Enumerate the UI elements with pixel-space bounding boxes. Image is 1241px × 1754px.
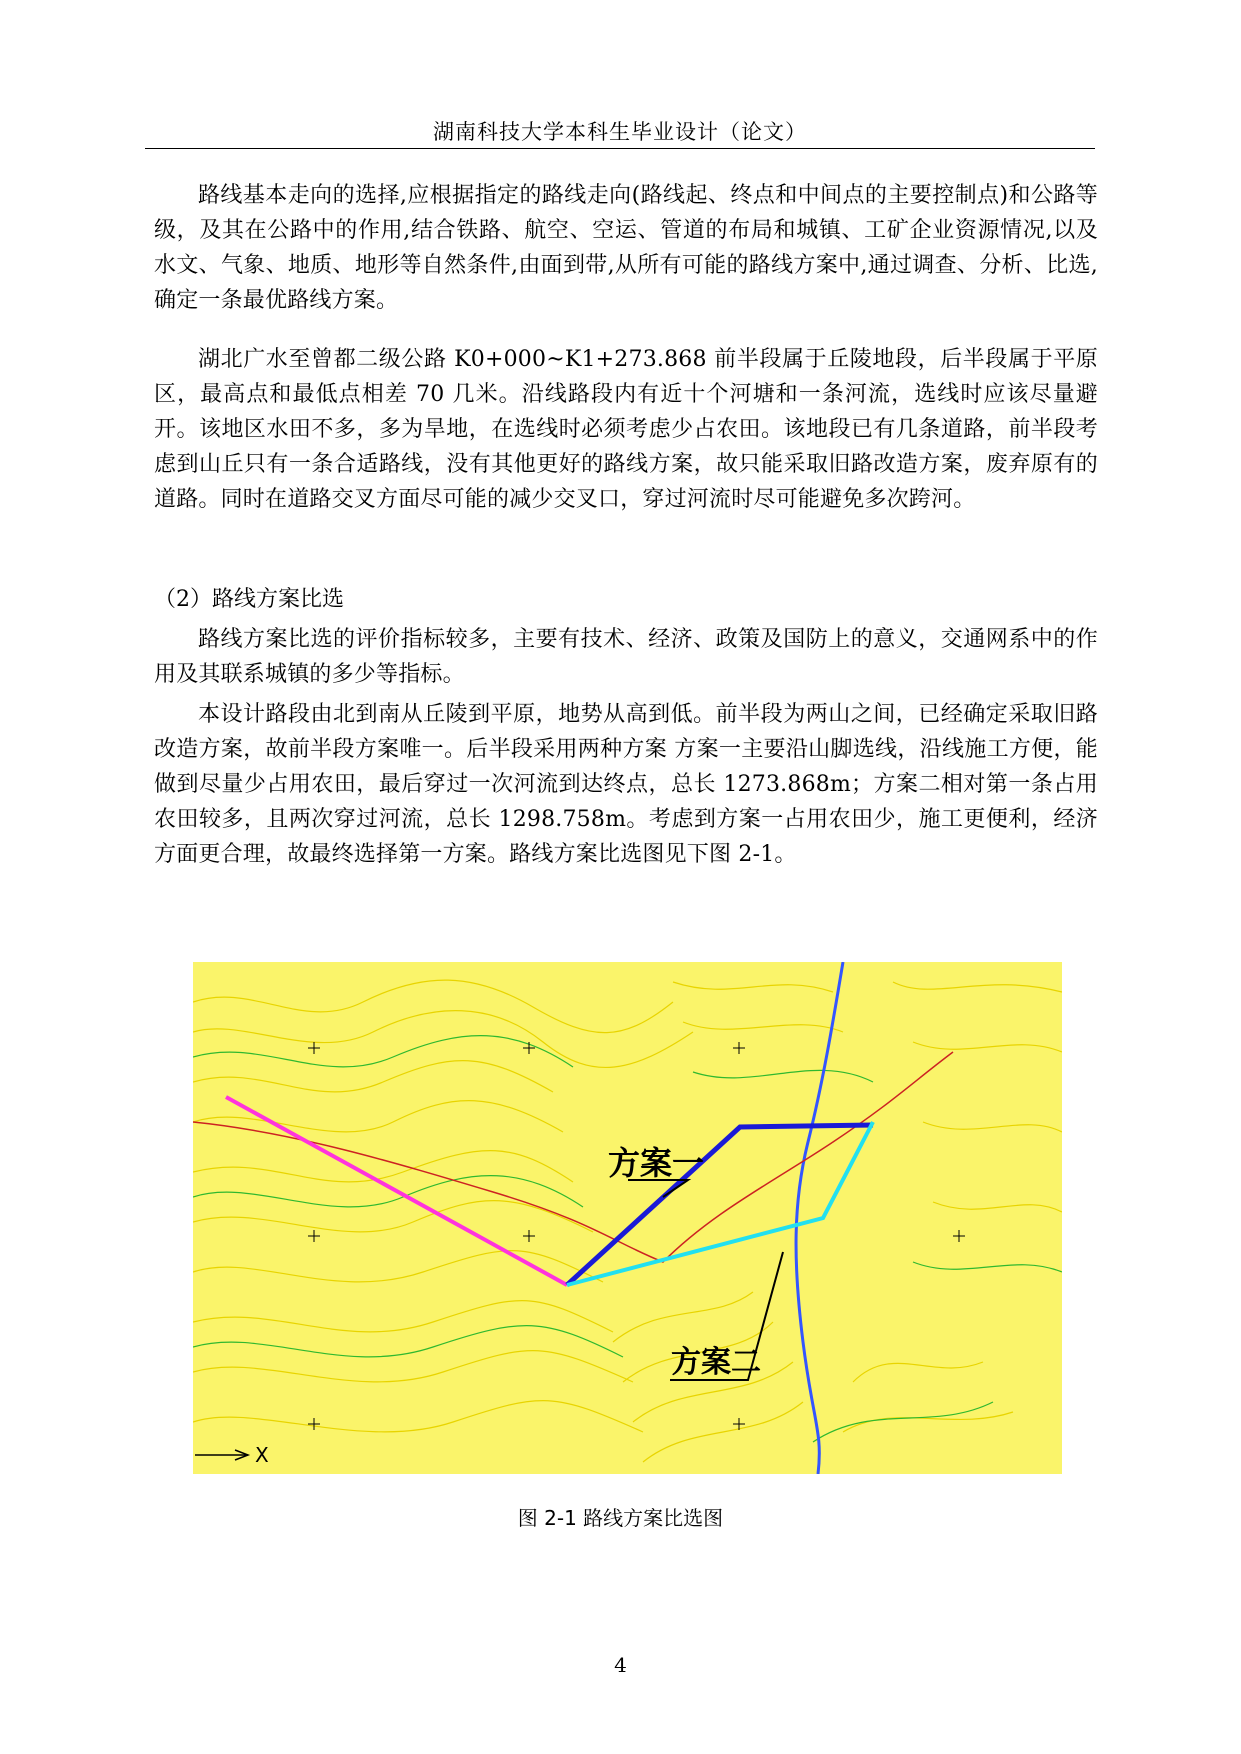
- existing-road: [193, 1052, 953, 1262]
- contour-lines: [193, 980, 1062, 1462]
- paragraph-plan-comparison: 本设计路段由北到南从丘陵到平原，地势从高到低。前半段为两山之间，已经确定采取旧路改造方案，故前半段方案唯一。后半段采用两种方案 方案一主要沿山脚选线，沿线施工方便，能做到尽量少占用农田，最后穿过一次河流到达终点，总长 1273.868m；方案二相对第一条占用农田较多，且两次穿过河流，总长 1298.758m。考虑到方案一占用农田少，施工更便利，经济方面更合理，故最终选择第一方案。路线方案比选图见下图 2-1。: [154, 702, 1098, 867]
- axis-arrow: [195, 1450, 248, 1460]
- plan2-label: 方案二: [671, 1345, 761, 1380]
- header-rule: [145, 148, 1095, 149]
- page-number: 4: [614, 1653, 627, 1677]
- figure-caption: 图 2-1 路线方案比选图: [517, 1506, 724, 1530]
- paragraph-project-overview: 湖北广水至曾都二级公路 K0+000~K1+273.868 前半段属于丘陵地段，后半段属于平原区，最高点和最低点相差 70 几米。沿线路段内有近十个河塘和一条河流，选线时应该尽量避开。该地区水田不多，多为旱地，在选线时必须考虑少占农田。该地段已有几条道路，前半段考虑到山丘只有一条合适路线，没有其他更好的路线方案，故只能采取旧路改造方案，废弃原有的道路。同时在道路交叉方面尽可能的减少交叉口，穿过河流时尽可能避免多次跨河。: [154, 347, 1098, 512]
- paragraph-route-direction: 路线基本走向的选择,应根据指定的路线走向(路线起、终点和中间点的主要控制点)和公路等级，及其在公路中的作用,结合铁路、航空、空运、管道的布局和城镇、工矿企业资源情况,以及水文、气象、地质、地形等自然条件,由面到带,从所有可能的路线方案中,通过调查、分析、比选,确定一条最优路线方案。: [154, 183, 1098, 313]
- route-common-section: [226, 1097, 567, 1285]
- plan1-label: 方案一: [608, 1144, 705, 1182]
- page-header: 湖南科技大学本科生毕业设计（论文）: [433, 120, 807, 144]
- route-comparison-map: [193, 962, 1062, 1474]
- section-heading: （2）路线方案比选: [154, 587, 344, 612]
- topographic-map: [193, 962, 1062, 1474]
- axis-label: X: [255, 1443, 269, 1467]
- paragraph-evaluation-indicators: 路线方案比选的评价指标较多，主要有技术、经济、政策及国防上的意义，交通网系中的作用及其联系城镇的多少等指标。: [154, 627, 1098, 687]
